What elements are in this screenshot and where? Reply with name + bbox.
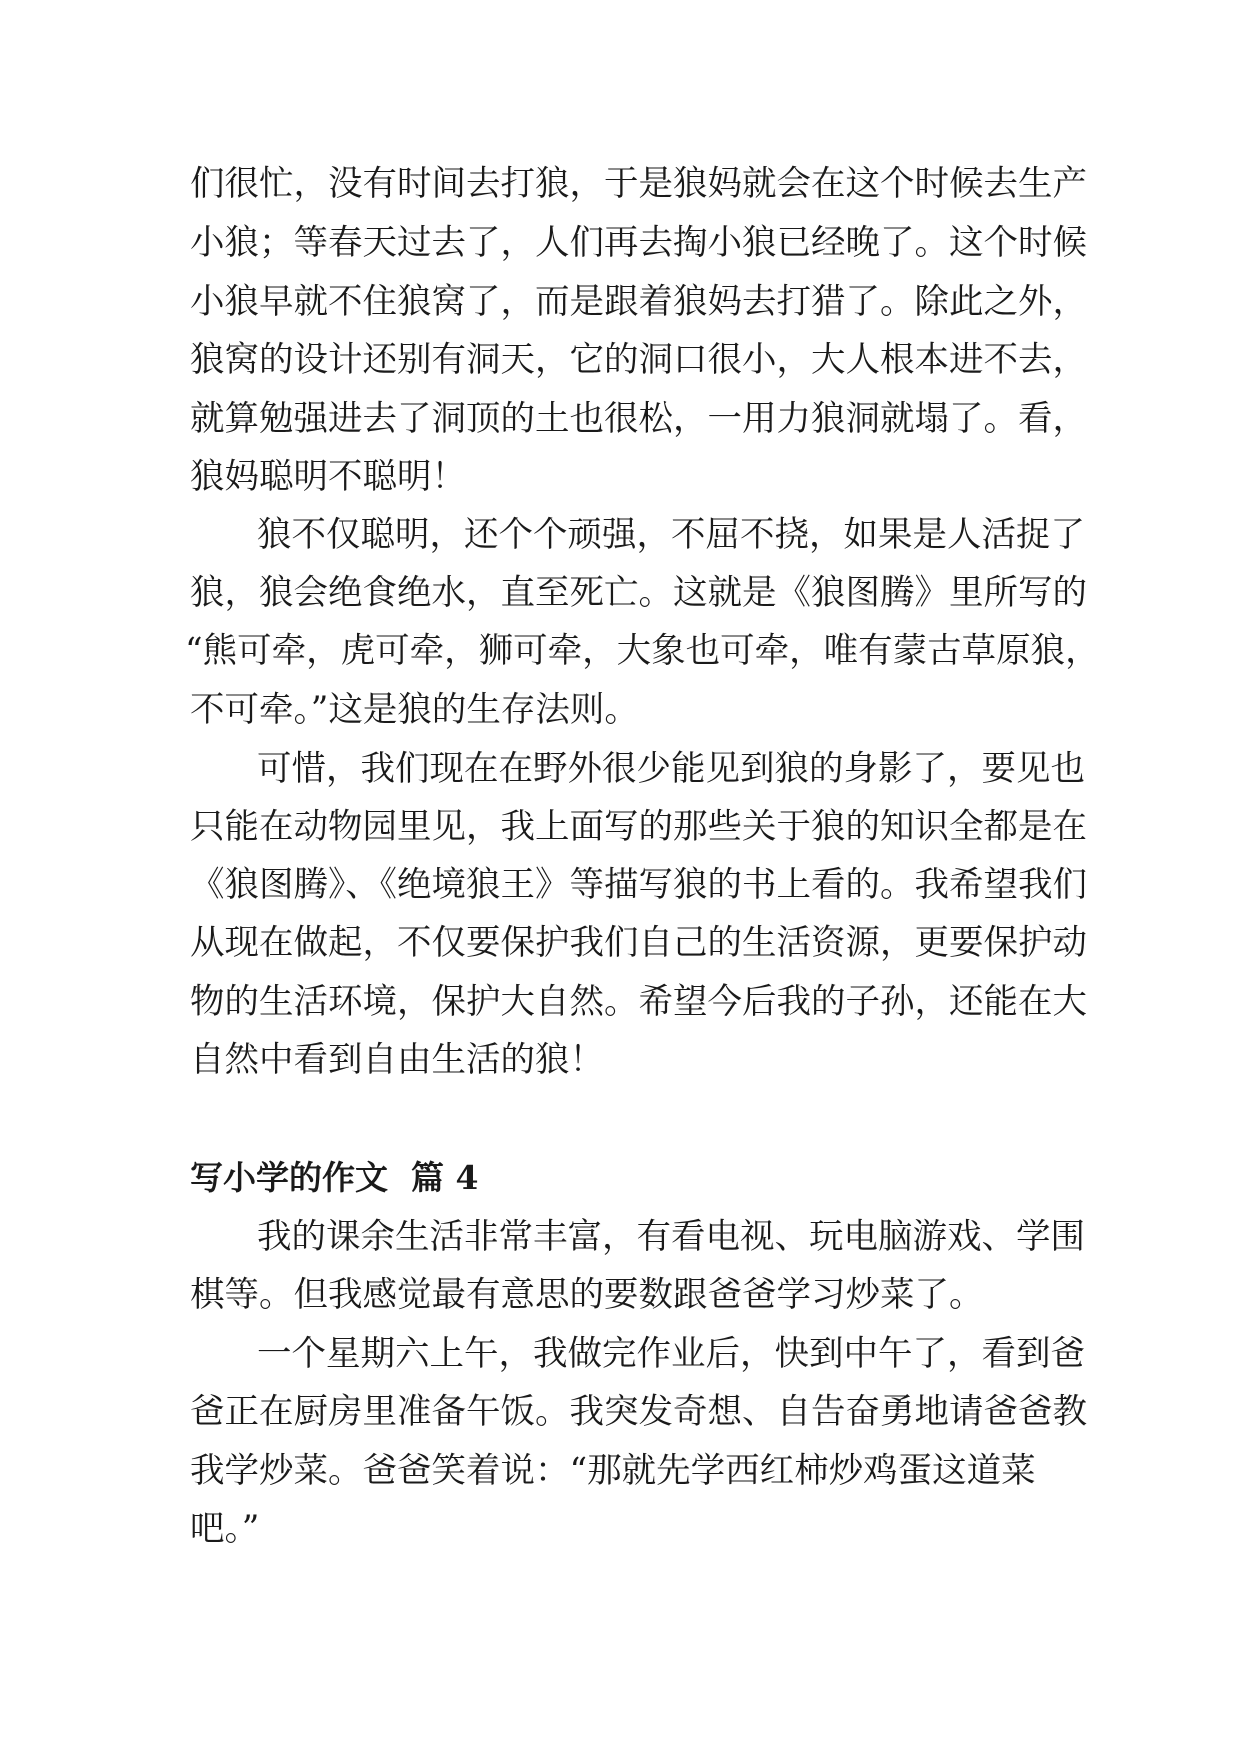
document-page: 们很忙，没有时间去打狼，于是狼妈就会在这个时候去生产 小狼；等春天过去了，人们再去掏小狼已经晚了。这个时候 小狼早就不住狼窝了，而是跟着狼妈去打猎了。除此之外， 狼窝的设计还别有洞天，它的洞口很小，大人根本进不去， 就算勉强进去了洞顶的土也很松，一用力狼洞就塌了。看， 狼妈聪明不聪明！ 狼不仅聪明，还个个顽强，不屈不挠，如果是人活捉了 狼，狼会绝食绝水，直至死亡。这就是《狼图腾》里所写的 “熊可牵，虎可牵，狮可牵，大象也可牵，唯有蒙古草原狼， 不可牵。”这是狼的生存法则。 可惜，我们现在在野外很少能见到狼的身影了，要见也 只能在动物园里见，我上面写的那些关于狼的知识全都是在 《狼图腾》、《绝境狼王》等描写狼的书上看的。我希望我们 从现在做起，不仅要保护我们自己的生活资源，更要保护动 物的生活环境，保护大自然。希望今后我的子孙，还能在大 自然中看到自由生活的狼！ 写小学的作文 篇 4 我的课余生活非常丰富，有看电视、玩电脑游戏、学围 棋等。但我感觉最有意思的要数跟爸爸学习炒菜了。 一个星期六上午，我做完作业后，快到中午了，看到爸 爸正在厨房里准备午饭。我突发奇想、自告奋勇地请爸爸教 我学炒菜。爸爸笑着说：“那就先学西红柿炒鸡蛋这道菜 吧。” bbox=[0, 0, 1241, 1754]
